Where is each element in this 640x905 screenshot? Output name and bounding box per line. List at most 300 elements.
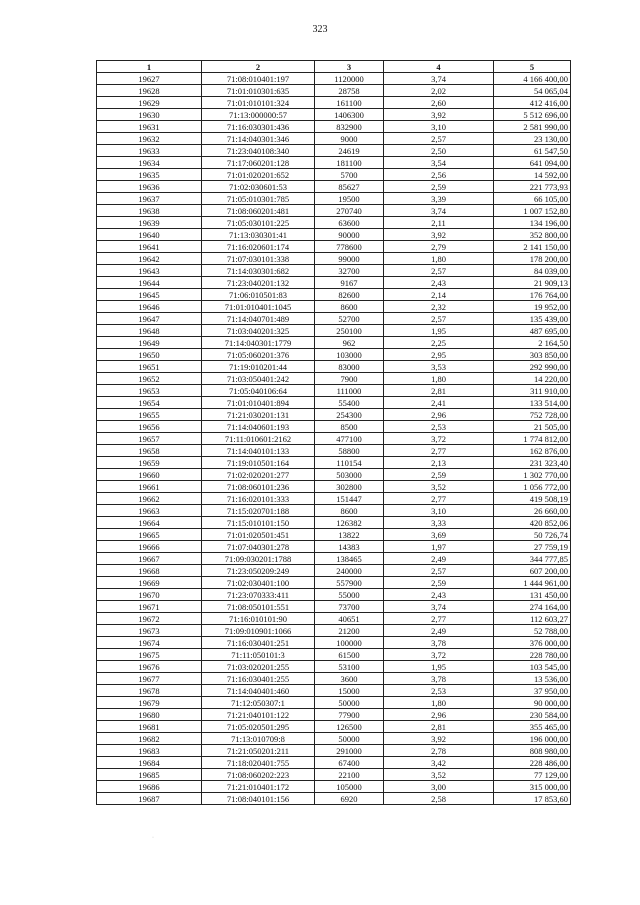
cadastral-number-cell: 71:06:010501:83 — [202, 289, 315, 301]
header-row — [97, 61, 571, 73]
value-cell: 487 695,00 — [494, 325, 571, 337]
value-cell: 1 774 812,00 — [494, 433, 571, 445]
value-cell: 134 196,00 — [494, 217, 571, 229]
cadastral-number-cell: 71:03:050401:242 — [202, 373, 315, 385]
area-cell: 138465 — [315, 553, 384, 565]
table-row — [97, 553, 571, 565]
area-cell: 85627 — [315, 181, 384, 193]
rate-cell: 2,59 — [384, 577, 494, 589]
value-cell: 1 444 961,00 — [494, 577, 571, 589]
rate-cell: 2,32 — [384, 301, 494, 313]
rate-cell: 3,72 — [384, 433, 494, 445]
row-number-cell: 19675 — [97, 649, 202, 661]
value-cell: 4 166 400,00 — [494, 73, 571, 85]
row-number-cell: 19646 — [97, 301, 202, 313]
table-row — [97, 229, 571, 241]
rate-cell: 2,57 — [384, 133, 494, 145]
column-header-4: 4 — [384, 61, 494, 73]
area-cell: 105000 — [315, 781, 384, 793]
value-cell: 352 800,00 — [494, 229, 571, 241]
value-cell: 21 909,13 — [494, 277, 571, 289]
value-cell: 135 439,00 — [494, 313, 571, 325]
cadastral-number-cell: 71:08:060201:481 — [202, 205, 315, 217]
cadastral-number-cell: 71:15:010101:150 — [202, 517, 315, 529]
area-cell: 161100 — [315, 97, 384, 109]
area-cell: 73700 — [315, 601, 384, 613]
cadastral-number-cell: 71:05:040106:64 — [202, 385, 315, 397]
row-number-cell: 19647 — [97, 313, 202, 325]
rate-cell: 3,52 — [384, 481, 494, 493]
table-row — [97, 661, 571, 673]
rate-cell: 2,96 — [384, 409, 494, 421]
cadastral-number-cell: 71:14:040601:193 — [202, 421, 315, 433]
table-row — [97, 613, 571, 625]
area-cell: 8600 — [315, 301, 384, 313]
area-cell: 100000 — [315, 637, 384, 649]
row-number-cell: 19637 — [97, 193, 202, 205]
value-cell: 420 852,06 — [494, 517, 571, 529]
area-cell: 83000 — [315, 361, 384, 373]
row-number-cell: 19639 — [97, 217, 202, 229]
cadastral-number-cell: 71:01:020201:652 — [202, 169, 315, 181]
table-row — [97, 541, 571, 553]
table-row — [97, 649, 571, 661]
area-cell: 254300 — [315, 409, 384, 421]
row-number-cell: 19680 — [97, 709, 202, 721]
cadastral-number-cell: 71:14:040101:133 — [202, 445, 315, 457]
table-row — [97, 745, 571, 757]
value-cell: 228 780,00 — [494, 649, 571, 661]
cadastral-number-cell: 71:14:040301:346 — [202, 133, 315, 145]
area-cell: 270740 — [315, 205, 384, 217]
rate-cell: 3,92 — [384, 229, 494, 241]
value-cell: 77 129,00 — [494, 769, 571, 781]
table-row — [97, 409, 571, 421]
rate-cell: 3,10 — [384, 121, 494, 133]
cadastral-number-cell: 71:05:010301:785 — [202, 193, 315, 205]
cadastral-number-cell: 71:19:010501:164 — [202, 457, 315, 469]
cadastral-number-cell: 71:09:010901:1066 — [202, 625, 315, 637]
value-cell: 5 512 696,00 — [494, 109, 571, 121]
row-number-cell: 19664 — [97, 517, 202, 529]
row-number-cell: 19641 — [97, 241, 202, 253]
value-cell: 315 000,00 — [494, 781, 571, 793]
table-row — [97, 337, 571, 349]
row-number-cell: 19669 — [97, 577, 202, 589]
table-row — [97, 205, 571, 217]
cadastral-number-cell: 71:21:010401:172 — [202, 781, 315, 793]
table-row — [97, 493, 571, 505]
row-number-cell: 19655 — [97, 409, 202, 421]
value-cell: 292 990,00 — [494, 361, 571, 373]
row-number-cell: 19650 — [97, 349, 202, 361]
row-number-cell: 19659 — [97, 457, 202, 469]
row-number-cell: 19661 — [97, 481, 202, 493]
row-number-cell: 19677 — [97, 673, 202, 685]
row-number-cell: 19645 — [97, 289, 202, 301]
rate-cell: 2,14 — [384, 289, 494, 301]
area-cell: 63600 — [315, 217, 384, 229]
rate-cell: 2,49 — [384, 553, 494, 565]
column-header-2: 2 — [202, 61, 315, 73]
row-number-cell: 19638 — [97, 205, 202, 217]
rate-cell: 2,25 — [384, 337, 494, 349]
cadastral-number-cell: 71:13:010709:8 — [202, 733, 315, 745]
rate-cell: 2,43 — [384, 589, 494, 601]
table-row — [97, 241, 571, 253]
cadastral-number-cell: 71:01:020501:451 — [202, 529, 315, 541]
rate-cell: 3,39 — [384, 193, 494, 205]
area-cell: 8600 — [315, 505, 384, 517]
area-cell: 53100 — [315, 661, 384, 673]
table-row — [97, 385, 571, 397]
value-cell: 196 000,00 — [494, 733, 571, 745]
table-row — [97, 289, 571, 301]
cadastral-number-cell: 71:14:040301:1779 — [202, 337, 315, 349]
table-row — [97, 517, 571, 529]
value-cell: 131 450,00 — [494, 589, 571, 601]
rate-cell: 2,56 — [384, 169, 494, 181]
table-row — [97, 793, 571, 805]
rate-cell: 2,49 — [384, 625, 494, 637]
cadastral-number-cell: 71:21:050201:211 — [202, 745, 315, 757]
cadastral-number-cell: 71:01:010401:894 — [202, 397, 315, 409]
table-row — [97, 577, 571, 589]
value-cell: 344 777,85 — [494, 553, 571, 565]
rate-cell: 1,97 — [384, 541, 494, 553]
value-cell: 230 584,00 — [494, 709, 571, 721]
row-number-cell: 19687 — [97, 793, 202, 805]
table-row — [97, 721, 571, 733]
value-cell: 2 581 990,00 — [494, 121, 571, 133]
cadastral-number-cell: 71:07:040301:278 — [202, 541, 315, 553]
row-number-cell: 19628 — [97, 85, 202, 97]
row-number-cell: 19630 — [97, 109, 202, 121]
cadastral-number-cell: 71:11:050101:3 — [202, 649, 315, 661]
table-row — [97, 505, 571, 517]
row-number-cell: 19633 — [97, 145, 202, 157]
area-cell: 1120000 — [315, 73, 384, 85]
cadastral-number-cell: 71:14:030301:682 — [202, 265, 315, 277]
value-cell: 19 952,00 — [494, 301, 571, 313]
area-cell: 111000 — [315, 385, 384, 397]
area-cell: 61500 — [315, 649, 384, 661]
cadastral-number-cell: 71:16:030301:436 — [202, 121, 315, 133]
cadastral-number-cell: 71:14:040701:489 — [202, 313, 315, 325]
row-number-cell: 19632 — [97, 133, 202, 145]
rate-cell: 3,92 — [384, 109, 494, 121]
area-cell: 77900 — [315, 709, 384, 721]
area-cell: 832900 — [315, 121, 384, 133]
row-number-cell: 19654 — [97, 397, 202, 409]
rate-cell: 2,57 — [384, 313, 494, 325]
rate-cell: 2,78 — [384, 745, 494, 757]
table-row — [97, 73, 571, 85]
rate-cell: 3,42 — [384, 757, 494, 769]
rate-cell: 3,69 — [384, 529, 494, 541]
cadastral-number-cell: 71:08:040101:156 — [202, 793, 315, 805]
rate-cell: 2,57 — [384, 565, 494, 577]
rate-cell: 2,58 — [384, 793, 494, 805]
row-number-cell: 19671 — [97, 601, 202, 613]
rate-cell: 3,54 — [384, 157, 494, 169]
cadastral-number-cell: 71:23:040108:340 — [202, 145, 315, 157]
row-number-cell: 19635 — [97, 169, 202, 181]
value-cell: 376 000,00 — [494, 637, 571, 649]
rate-cell: 3,72 — [384, 649, 494, 661]
area-cell: 67400 — [315, 757, 384, 769]
table-row — [97, 301, 571, 313]
value-cell: 37 950,00 — [494, 685, 571, 697]
column-header-1: 1 — [97, 61, 202, 73]
cadastral-number-cell: 71:09:030201:1788 — [202, 553, 315, 565]
table-body — [97, 73, 571, 805]
cadastral-number-cell: 71:02:030401:100 — [202, 577, 315, 589]
table-row — [97, 685, 571, 697]
cadastral-number-cell: 71:21:030201:131 — [202, 409, 315, 421]
cadastral-number-cell: 71:08:010401:197 — [202, 73, 315, 85]
row-number-cell: 19682 — [97, 733, 202, 745]
area-cell: 58800 — [315, 445, 384, 457]
cadastral-number-cell: 71:19:010201:44 — [202, 361, 315, 373]
rate-cell: 2,13 — [384, 457, 494, 469]
area-cell: 151447 — [315, 493, 384, 505]
cadastral-number-cell: 71:16:020601:174 — [202, 241, 315, 253]
area-cell: 52700 — [315, 313, 384, 325]
rate-cell: 1,80 — [384, 253, 494, 265]
area-cell: 962 — [315, 337, 384, 349]
rate-cell: 2,96 — [384, 709, 494, 721]
table-row — [97, 421, 571, 433]
cadastral-number-cell: 71:11:010601:2162 — [202, 433, 315, 445]
cadastral-number-cell: 71:08:050101:551 — [202, 601, 315, 613]
cadastral-number-cell: 71:07:030101:338 — [202, 253, 315, 265]
value-cell: 23 130,00 — [494, 133, 571, 145]
row-number-cell: 19685 — [97, 769, 202, 781]
rate-cell: 2,57 — [384, 265, 494, 277]
table-row — [97, 529, 571, 541]
cadastral-number-cell: 71:16:020101:333 — [202, 493, 315, 505]
cadastral-number-cell: 71:01:010101:324 — [202, 97, 315, 109]
rate-cell: 2,59 — [384, 469, 494, 481]
area-cell: 99000 — [315, 253, 384, 265]
cadastral-number-cell: 71:05:030101:225 — [202, 217, 315, 229]
value-cell: 176 764,00 — [494, 289, 571, 301]
area-cell: 6920 — [315, 793, 384, 805]
value-cell: 14 592,00 — [494, 169, 571, 181]
table-row — [97, 457, 571, 469]
table-row — [97, 781, 571, 793]
row-number-cell: 19657 — [97, 433, 202, 445]
table-row — [97, 217, 571, 229]
table-row — [97, 133, 571, 145]
area-cell: 126382 — [315, 517, 384, 529]
row-number-cell: 19649 — [97, 337, 202, 349]
area-cell: 5700 — [315, 169, 384, 181]
rate-cell: 3,92 — [384, 733, 494, 745]
rate-cell: 2,41 — [384, 397, 494, 409]
area-cell: 557900 — [315, 577, 384, 589]
area-cell: 7900 — [315, 373, 384, 385]
row-number-cell: 19662 — [97, 493, 202, 505]
value-cell: 311 910,00 — [494, 385, 571, 397]
rate-cell: 3,33 — [384, 517, 494, 529]
area-cell: 778600 — [315, 241, 384, 253]
area-cell: 181100 — [315, 157, 384, 169]
value-cell: 274 164,00 — [494, 601, 571, 613]
row-number-cell: 19678 — [97, 685, 202, 697]
cadastral-number-cell: 71:08:060202:223 — [202, 769, 315, 781]
row-number-cell: 19648 — [97, 325, 202, 337]
area-cell: 250100 — [315, 325, 384, 337]
area-cell: 55400 — [315, 397, 384, 409]
cadastral-number-cell: 71:02:030601:53 — [202, 181, 315, 193]
value-cell: 26 660,00 — [494, 505, 571, 517]
cadastral-number-cell: 71:05:060201:376 — [202, 349, 315, 361]
column-header-5: 5 — [494, 61, 571, 73]
area-cell: 110154 — [315, 457, 384, 469]
cadastral-number-cell: 71:03:020201:255 — [202, 661, 315, 673]
page-number: 323 — [312, 24, 328, 35]
value-cell: 1 007 152,80 — [494, 205, 571, 217]
area-cell: 50000 — [315, 733, 384, 745]
row-number-cell: 19634 — [97, 157, 202, 169]
row-number-cell: 19640 — [97, 229, 202, 241]
table-row — [97, 757, 571, 769]
rate-cell: 2,81 — [384, 385, 494, 397]
area-cell: 8500 — [315, 421, 384, 433]
table-row — [97, 265, 571, 277]
cadastral-number-cell: 71:23:050209:249 — [202, 565, 315, 577]
data-table — [96, 60, 571, 805]
table-row — [97, 481, 571, 493]
table-row — [97, 97, 571, 109]
area-cell: 9167 — [315, 277, 384, 289]
rate-cell: 3,52 — [384, 769, 494, 781]
area-cell: 28758 — [315, 85, 384, 97]
cadastral-number-cell: 71:15:020701:188 — [202, 505, 315, 517]
margin-mark: · — [152, 835, 154, 841]
cadastral-number-cell: 71:14:040401:460 — [202, 685, 315, 697]
row-number-cell: 19676 — [97, 661, 202, 673]
cadastral-number-cell: 71:03:040201:325 — [202, 325, 315, 337]
row-number-cell: 19668 — [97, 565, 202, 577]
rate-cell: 3,78 — [384, 637, 494, 649]
cadastral-number-cell: 71:17:060201:128 — [202, 157, 315, 169]
area-cell: 14383 — [315, 541, 384, 553]
rate-cell: 2,77 — [384, 445, 494, 457]
rate-cell: 2,79 — [384, 241, 494, 253]
value-cell: 607 200,00 — [494, 565, 571, 577]
table-row — [97, 313, 571, 325]
row-number-cell: 19684 — [97, 757, 202, 769]
area-cell: 82600 — [315, 289, 384, 301]
cadastral-number-cell: 71:12:050307:1 — [202, 697, 315, 709]
table-row — [97, 397, 571, 409]
value-cell: 2 164,50 — [494, 337, 571, 349]
row-number-cell: 19658 — [97, 445, 202, 457]
table-row — [97, 349, 571, 361]
cadastral-number-cell: 71:16:030401:255 — [202, 673, 315, 685]
table-row — [97, 109, 571, 121]
value-cell: 112 603,27 — [494, 613, 571, 625]
value-cell: 303 850,00 — [494, 349, 571, 361]
row-number-cell: 19643 — [97, 265, 202, 277]
value-cell: 52 788,00 — [494, 625, 571, 637]
table-row — [97, 625, 571, 637]
value-cell: 21 505,00 — [494, 421, 571, 433]
rate-cell: 2,43 — [384, 277, 494, 289]
rate-cell: 2,77 — [384, 613, 494, 625]
value-cell: 231 323,40 — [494, 457, 571, 469]
area-cell: 55000 — [315, 589, 384, 601]
value-cell: 61 547,50 — [494, 145, 571, 157]
value-cell: 162 876,00 — [494, 445, 571, 457]
table-row — [97, 253, 571, 265]
area-cell: 24619 — [315, 145, 384, 157]
table-row — [97, 637, 571, 649]
area-cell: 9000 — [315, 133, 384, 145]
table-row — [97, 589, 571, 601]
value-cell: 1 056 772,00 — [494, 481, 571, 493]
table-row — [97, 697, 571, 709]
row-number-cell: 19665 — [97, 529, 202, 541]
rate-cell: 1,80 — [384, 697, 494, 709]
area-cell: 22100 — [315, 769, 384, 781]
area-cell: 3600 — [315, 673, 384, 685]
table-row — [97, 565, 571, 577]
row-number-cell: 19660 — [97, 469, 202, 481]
area-cell: 126500 — [315, 721, 384, 733]
row-number-cell: 19666 — [97, 541, 202, 553]
value-cell: 752 728,00 — [494, 409, 571, 421]
value-cell: 419 508,19 — [494, 493, 571, 505]
column-header-3: 3 — [315, 61, 384, 73]
rate-cell: 1,95 — [384, 661, 494, 673]
cadastral-number-cell: 71:16:030401:251 — [202, 637, 315, 649]
rate-cell: 3,78 — [384, 673, 494, 685]
row-number-cell: 19672 — [97, 613, 202, 625]
value-cell: 54 065,04 — [494, 85, 571, 97]
table-row — [97, 193, 571, 205]
value-cell: 412 416,00 — [494, 97, 571, 109]
cadastral-number-cell: 71:23:040201:132 — [202, 277, 315, 289]
rate-cell: 2,53 — [384, 685, 494, 697]
area-cell: 1406300 — [315, 109, 384, 121]
cadastral-number-cell: 71:16:010101:90 — [202, 613, 315, 625]
value-cell: 103 545,00 — [494, 661, 571, 673]
cadastral-number-cell: 71:05:020501:295 — [202, 721, 315, 733]
value-cell: 228 486,00 — [494, 757, 571, 769]
cadastral-number-cell: 71:08:060101:236 — [202, 481, 315, 493]
rate-cell: 2,95 — [384, 349, 494, 361]
cadastral-number-cell: 71:21:040101:122 — [202, 709, 315, 721]
table-row — [97, 121, 571, 133]
row-number-cell: 19686 — [97, 781, 202, 793]
table-row — [97, 469, 571, 481]
table-row — [97, 769, 571, 781]
row-number-cell: 19636 — [97, 181, 202, 193]
table-row — [97, 85, 571, 97]
area-cell: 503000 — [315, 469, 384, 481]
value-cell: 641 094,00 — [494, 157, 571, 169]
table-row — [97, 361, 571, 373]
value-cell: 90 000,00 — [494, 697, 571, 709]
area-cell: 19500 — [315, 193, 384, 205]
area-cell: 291000 — [315, 745, 384, 757]
table-row — [97, 169, 571, 181]
rate-cell: 2,59 — [384, 181, 494, 193]
